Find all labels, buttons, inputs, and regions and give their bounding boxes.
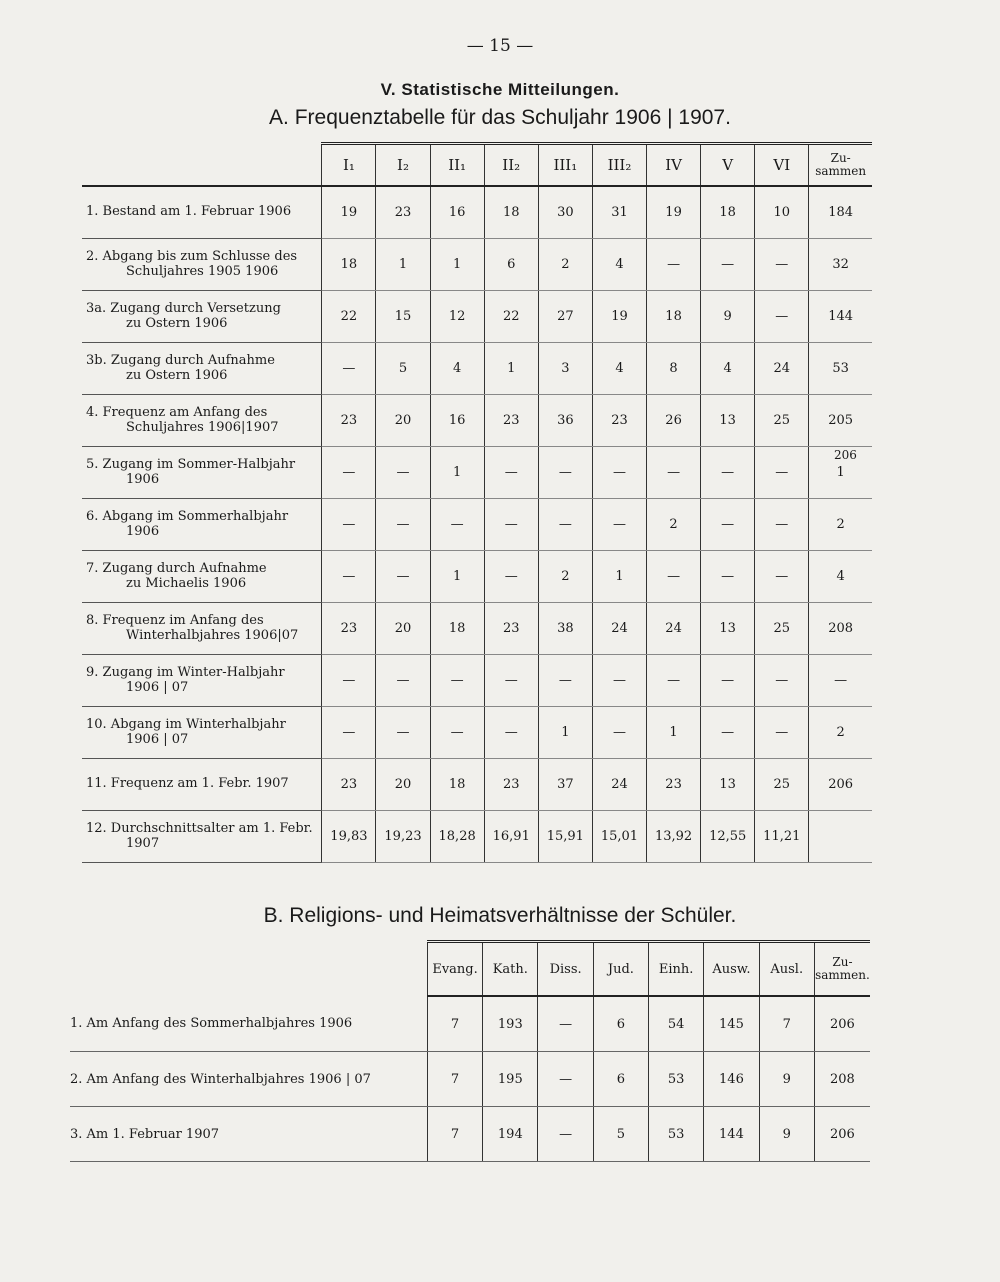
cell-total: 184	[809, 186, 872, 239]
col-header: Evang.	[427, 942, 482, 997]
row-label	[82, 395, 322, 447]
col-header: III₂	[592, 144, 646, 187]
row-label-text: 10. Abgang im Winterhalbjahr	[86, 716, 286, 732]
cell-total: —	[809, 655, 872, 707]
cell-value: —	[538, 655, 592, 707]
row-label-continuation: 1906	[126, 471, 160, 487]
cell-value: 25	[755, 395, 809, 447]
col-header: I₂	[376, 144, 430, 187]
cell-value: 4	[430, 343, 484, 395]
col-header: IV	[647, 144, 701, 187]
col-header: Ausl.	[759, 942, 814, 997]
section-title: V. Statistische Mitteilungen.	[380, 80, 620, 99]
cell-value: 2	[647, 499, 701, 551]
row-label	[82, 551, 322, 603]
cell-value: 16,91	[484, 811, 538, 863]
cell-value: 7	[427, 996, 482, 1052]
cell-value: 4	[592, 343, 646, 395]
cell-value: —	[647, 447, 701, 499]
cell-value: —	[755, 551, 809, 603]
row-label-continuation: Schuljahres 1905 1906	[126, 263, 279, 279]
cell-value: 54	[649, 996, 704, 1052]
row-label-continuation: Winterhalbjahres 1906|07	[126, 627, 299, 643]
cell-value: —	[322, 447, 376, 499]
cell-value: —	[430, 499, 484, 551]
col-header: VI	[755, 144, 809, 187]
cell-value: —	[484, 499, 538, 551]
row-label-text: 5. Zugang im Sommer-Halbjahr	[86, 456, 296, 472]
row-label: 3. Am 1. Februar 1907	[70, 1107, 427, 1162]
cell-value: 13	[701, 603, 755, 655]
cell-total: 4	[809, 551, 872, 603]
cell-value: 36	[538, 395, 592, 447]
cell-total: 205	[809, 395, 872, 447]
row-label-text: 4. Frequenz am Anfang des	[86, 404, 268, 420]
col-header-total: Zu-sammen.	[814, 942, 870, 997]
cell-value: —	[538, 447, 592, 499]
cell-value: 3	[538, 343, 592, 395]
cell-value: 23	[322, 759, 376, 811]
cell-total: 208	[809, 603, 872, 655]
cell-value: —	[484, 707, 538, 759]
cell-total: 53	[809, 343, 872, 395]
cell-value: 194	[483, 1107, 538, 1162]
row-label	[82, 655, 322, 707]
cell-value: 16	[430, 186, 484, 239]
table-row	[82, 447, 872, 499]
row-label: 2. Am Anfang des Winterhalbjahres 1906 | 07	[70, 1052, 427, 1107]
row-label-text: 12. Durchschnittsalter am 1. Febr.	[86, 820, 313, 836]
cell-value: —	[484, 655, 538, 707]
row-label-text: 11. Frequenz am 1. Febr. 1907	[86, 776, 289, 792]
cell-value: 1	[430, 447, 484, 499]
cell-value: 8	[647, 343, 701, 395]
cell-value: —	[322, 655, 376, 707]
col-header: Ausw.	[704, 942, 759, 997]
col-header: Kath.	[483, 942, 538, 997]
cell-value: —	[376, 655, 430, 707]
cell-value: 23	[592, 395, 646, 447]
cell-total: 144	[809, 291, 872, 343]
row-label-header	[70, 942, 427, 997]
cell-value: —	[430, 707, 484, 759]
col-header: V	[701, 144, 755, 187]
cell-value: 26	[647, 395, 701, 447]
brace-total-note: 206	[834, 448, 857, 462]
cell-value: 15	[376, 291, 430, 343]
row-label	[82, 707, 322, 759]
row-label-continuation: 1906 | 07	[126, 679, 189, 695]
cell-value: 1	[592, 551, 646, 603]
cell-value: 12,55	[701, 811, 755, 863]
row-label-header	[82, 144, 322, 187]
cell-value: —	[484, 447, 538, 499]
cell-value: —	[376, 707, 430, 759]
cell-value: —	[538, 499, 592, 551]
cell-total	[809, 811, 872, 863]
cell-value: 6	[593, 996, 648, 1052]
col-header: I₁	[322, 144, 376, 187]
cell-value: —	[376, 447, 430, 499]
cell-value: 27	[538, 291, 592, 343]
frequency-table	[82, 142, 872, 863]
row-label-continuation: 1907	[126, 835, 160, 851]
cell-value: —	[376, 551, 430, 603]
table-row	[70, 996, 870, 1052]
cell-value: 19,23	[376, 811, 430, 863]
cell-value: 15,01	[592, 811, 646, 863]
cell-total: 32	[809, 239, 872, 291]
cell-value: 13	[701, 759, 755, 811]
cell-value: —	[701, 499, 755, 551]
table-row	[82, 655, 872, 707]
cell-value: 23	[322, 603, 376, 655]
table-row	[82, 186, 872, 239]
row-label-continuation: zu Michaelis 1906	[126, 575, 247, 591]
row-label	[82, 603, 322, 655]
col-header-total: Zu-sammen	[809, 144, 872, 187]
cell-value: —	[755, 447, 809, 499]
table-row	[70, 1107, 870, 1162]
cell-value: —	[701, 447, 755, 499]
table-row	[82, 291, 872, 343]
cell-value: 16	[430, 395, 484, 447]
cell-value: 37	[538, 759, 592, 811]
col-header: II₁	[430, 144, 484, 187]
cell-value: —	[755, 707, 809, 759]
cell-value: 144	[704, 1107, 759, 1162]
cell-value: —	[647, 655, 701, 707]
cell-value: 18	[322, 239, 376, 291]
table-row	[82, 759, 872, 811]
row-label-text: 1. Bestand am 1. Februar 1906	[86, 204, 292, 220]
row-label-continuation: zu Ostern 1906	[126, 315, 228, 331]
table-a-title: A. Frequenztabelle für das Schuljahr 1906 | 1907.	[269, 106, 731, 129]
row-label-text: 3b. Zugang durch Aufnahme	[86, 352, 275, 368]
table-row	[82, 343, 872, 395]
row-label-text: 9. Zugang im Winter-Halbjahr	[86, 664, 285, 680]
cell-value: 4	[592, 239, 646, 291]
row-label-continuation: Schuljahres 1906|1907	[126, 419, 279, 435]
cell-value: —	[322, 343, 376, 395]
cell-value: 53	[649, 1052, 704, 1107]
cell-value: —	[647, 239, 701, 291]
cell-value: —	[484, 551, 538, 603]
cell-value: 1	[647, 707, 701, 759]
cell-value: 23	[484, 395, 538, 447]
cell-value: —	[538, 1107, 593, 1162]
cell-value: —	[538, 996, 593, 1052]
cell-value: 193	[483, 996, 538, 1052]
cell-total: 1	[809, 447, 872, 499]
row-label	[82, 291, 322, 343]
row-label	[82, 499, 322, 551]
table-header-row	[82, 144, 872, 187]
cell-value: 20	[376, 759, 430, 811]
cell-value: —	[755, 239, 809, 291]
cell-value: 23	[376, 186, 430, 239]
cell-value: 146	[704, 1052, 759, 1107]
cell-value: 22	[484, 291, 538, 343]
row-label	[82, 239, 322, 291]
cell-value: 18	[701, 186, 755, 239]
row-label	[82, 811, 322, 863]
cell-value: 38	[538, 603, 592, 655]
row-label-continuation: 1906 | 07	[126, 731, 189, 747]
cell-value: —	[322, 551, 376, 603]
cell-value: —	[755, 499, 809, 551]
religion-table	[70, 940, 870, 1162]
cell-value: —	[592, 655, 646, 707]
cell-value: 24	[592, 603, 646, 655]
cell-value: —	[592, 447, 646, 499]
cell-value: 25	[755, 759, 809, 811]
cell-value: —	[322, 707, 376, 759]
cell-value: 4	[701, 343, 755, 395]
row-label-continuation: zu Ostern 1906	[126, 367, 228, 383]
row-label: 1. Am Anfang des Sommerhalbjahres 1906	[70, 996, 427, 1052]
cell-value: 23	[484, 759, 538, 811]
cell-total: 206	[809, 759, 872, 811]
cell-value: 7	[427, 1052, 482, 1107]
col-header: Einh.	[649, 942, 704, 997]
cell-value: 11,21	[755, 811, 809, 863]
cell-value: 23	[647, 759, 701, 811]
table-row	[82, 811, 872, 863]
cell-value: 13,92	[647, 811, 701, 863]
cell-total: 206	[814, 1107, 870, 1162]
cell-value: 25	[755, 603, 809, 655]
cell-value: 19	[322, 186, 376, 239]
row-label-text: 8. Frequenz im Anfang des	[86, 612, 264, 628]
cell-value: 24	[592, 759, 646, 811]
cell-value: 19	[592, 291, 646, 343]
col-header: Jud.	[593, 942, 648, 997]
row-label-continuation: 1906	[126, 523, 160, 539]
cell-value: 6	[593, 1052, 648, 1107]
cell-total: 208	[814, 1052, 870, 1107]
cell-value: 23	[322, 395, 376, 447]
cell-value: 18,28	[430, 811, 484, 863]
cell-value: —	[701, 655, 755, 707]
cell-value: 31	[592, 186, 646, 239]
cell-value: 30	[538, 186, 592, 239]
cell-value: 9	[701, 291, 755, 343]
table-header-row	[70, 942, 870, 997]
cell-total: 2	[809, 499, 872, 551]
cell-value: 1	[430, 239, 484, 291]
cell-value: 18	[484, 186, 538, 239]
cell-value: 6	[484, 239, 538, 291]
col-header: II₂	[484, 144, 538, 187]
table-b-title: B. Religions- und Heimatsverhältnisse der Schüler.	[263, 904, 737, 927]
cell-value: —	[647, 551, 701, 603]
cell-value: 9	[759, 1107, 814, 1162]
row-label	[82, 759, 322, 811]
cell-value: —	[701, 707, 755, 759]
cell-value: 1	[484, 343, 538, 395]
table-row	[82, 395, 872, 447]
cell-value: 19,83	[322, 811, 376, 863]
row-label-text: 3a. Zugang durch Versetzung	[86, 300, 281, 316]
row-label	[82, 343, 322, 395]
cell-value: 195	[483, 1052, 538, 1107]
cell-value: 23	[484, 603, 538, 655]
cell-value: 24	[755, 343, 809, 395]
cell-value: —	[701, 239, 755, 291]
cell-value: 1	[430, 551, 484, 603]
cell-value: 1	[376, 239, 430, 291]
cell-value: 22	[322, 291, 376, 343]
table-row	[82, 499, 872, 551]
col-header: Diss.	[538, 942, 593, 997]
page-number: — 15 —	[466, 36, 534, 56]
cell-value: 18	[430, 603, 484, 655]
cell-value: 24	[647, 603, 701, 655]
cell-value: 20	[376, 603, 430, 655]
cell-value: —	[376, 499, 430, 551]
row-label	[82, 447, 322, 499]
cell-value: —	[701, 551, 755, 603]
table-row	[82, 551, 872, 603]
cell-value: 18	[430, 759, 484, 811]
cell-value: 145	[704, 996, 759, 1052]
cell-value: —	[755, 291, 809, 343]
cell-value: 5	[376, 343, 430, 395]
cell-total: 206	[814, 996, 870, 1052]
cell-value: —	[430, 655, 484, 707]
cell-value: —	[592, 499, 646, 551]
cell-value: 15,91	[538, 811, 592, 863]
cell-value: —	[538, 1052, 593, 1107]
table-row	[82, 707, 872, 759]
cell-value: 2	[538, 239, 592, 291]
cell-value: 12	[430, 291, 484, 343]
col-header: III₁	[538, 144, 592, 187]
table-row	[82, 239, 872, 291]
row-label-text: 7. Zugang durch Aufnahme	[86, 560, 267, 576]
cell-value: 9	[759, 1052, 814, 1107]
cell-value: 1	[538, 707, 592, 759]
cell-value: —	[322, 499, 376, 551]
cell-value: 20	[376, 395, 430, 447]
cell-value: 2	[538, 551, 592, 603]
cell-value: 19	[647, 186, 701, 239]
cell-value: 5	[593, 1107, 648, 1162]
row-label	[82, 186, 322, 239]
cell-value: 53	[649, 1107, 704, 1162]
cell-value: —	[592, 707, 646, 759]
table-row	[70, 1052, 870, 1107]
cell-value: 18	[647, 291, 701, 343]
cell-value: 7	[427, 1107, 482, 1162]
cell-value: 10	[755, 186, 809, 239]
row-label-text: 2. Abgang bis zum Schlusse des	[86, 248, 298, 264]
cell-value: 13	[701, 395, 755, 447]
table-row	[82, 603, 872, 655]
cell-total: 2	[809, 707, 872, 759]
cell-value: —	[755, 655, 809, 707]
cell-value: 7	[759, 996, 814, 1052]
row-label-text: 6. Abgang im Sommerhalbjahr	[86, 508, 289, 524]
